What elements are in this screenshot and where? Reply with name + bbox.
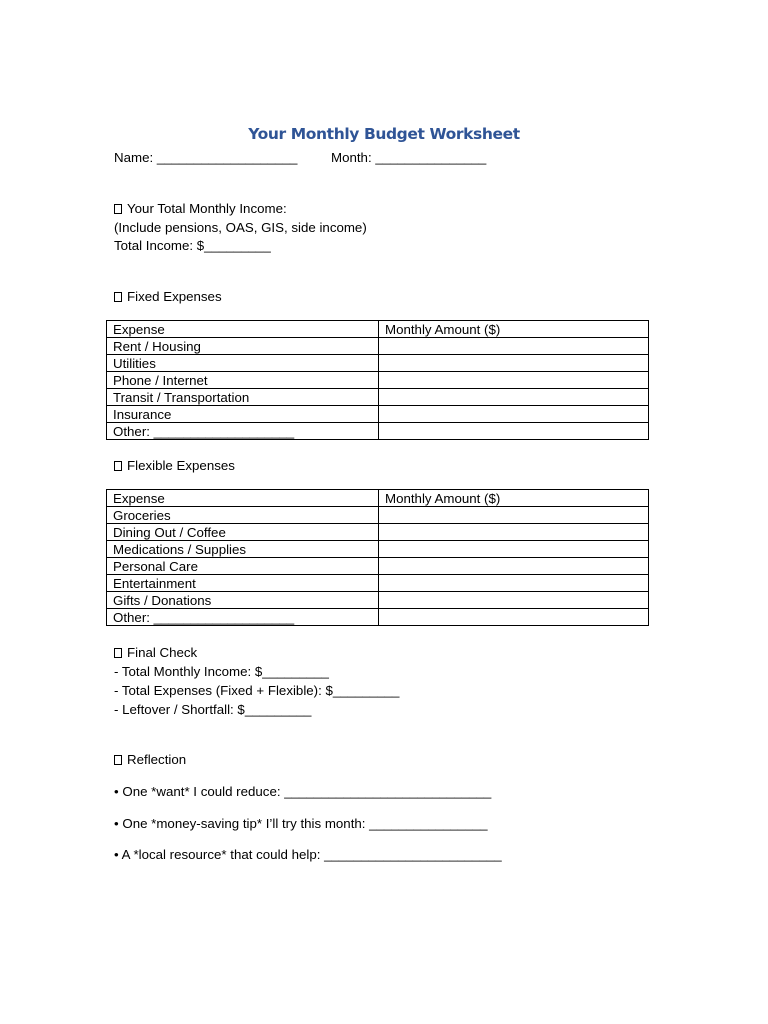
expense-label: Other: ___________________ bbox=[107, 423, 379, 440]
expense-label: Other: ___________________ bbox=[107, 609, 379, 626]
reflection-heading: Reflection bbox=[114, 752, 186, 768]
table-row bbox=[107, 372, 649, 389]
final-check-item: - Leftover / Shortfall: $_________ bbox=[114, 702, 312, 717]
amount-cell bbox=[379, 524, 649, 541]
expense-label: Rent / Housing bbox=[107, 338, 379, 355]
amount-cell bbox=[379, 338, 649, 355]
table-header-row bbox=[107, 321, 649, 338]
reflection-item: • One *money-saving tip* I’ll try this month: ________________ bbox=[114, 816, 488, 831]
amount-cell bbox=[379, 558, 649, 575]
amount-cell bbox=[379, 372, 649, 389]
table-row bbox=[107, 355, 649, 372]
table-row bbox=[107, 592, 649, 609]
flexible-expenses-heading: Flexible Expenses bbox=[114, 458, 235, 474]
column-header-expense: Expense bbox=[107, 321, 379, 338]
amount-cell bbox=[379, 507, 649, 524]
table-row bbox=[107, 609, 649, 626]
table-row bbox=[107, 558, 649, 575]
table-row bbox=[107, 507, 649, 524]
expense-label: Personal Care bbox=[107, 558, 379, 575]
income-total: Total Income: $_________ bbox=[114, 238, 271, 253]
reflection-item: • One *want* I could reduce: ____________________________ bbox=[114, 784, 492, 799]
final-check-item: - Total Expenses (Fixed + Flexible): $_________ bbox=[114, 683, 400, 698]
table-row bbox=[107, 575, 649, 592]
table-row bbox=[107, 423, 649, 440]
amount-cell bbox=[379, 423, 649, 440]
checkbox-icon bbox=[114, 755, 122, 765]
name-field: Name: ___________________ bbox=[114, 150, 298, 165]
amount-cell bbox=[379, 389, 649, 406]
table-row bbox=[107, 541, 649, 558]
table-header-row bbox=[107, 490, 649, 507]
amount-cell bbox=[379, 575, 649, 592]
table-row bbox=[107, 406, 649, 423]
checkbox-icon bbox=[114, 204, 122, 214]
month-field: Month: _______________ bbox=[331, 150, 487, 165]
checkbox-icon bbox=[114, 292, 122, 302]
amount-cell bbox=[379, 541, 649, 558]
table-row bbox=[107, 389, 649, 406]
expense-label: Gifts / Donations bbox=[107, 592, 379, 609]
expense-label: Groceries bbox=[107, 507, 379, 524]
expense-label: Utilities bbox=[107, 355, 379, 372]
income-heading: Your Total Monthly Income: bbox=[114, 201, 287, 217]
expense-label: Phone / Internet bbox=[107, 372, 379, 389]
checkbox-icon bbox=[114, 648, 122, 658]
flexible-expenses-table bbox=[106, 489, 649, 626]
fixed-expenses-heading: Fixed Expenses bbox=[114, 289, 222, 305]
amount-cell bbox=[379, 406, 649, 423]
amount-cell bbox=[379, 355, 649, 372]
checkbox-icon bbox=[114, 461, 122, 471]
amount-cell bbox=[379, 609, 649, 626]
income-note: (Include pensions, OAS, GIS, side income) bbox=[114, 220, 367, 235]
reflection-item: • A *local resource* that could help: ________________________ bbox=[114, 847, 502, 862]
column-header-amount: Monthly Amount ($) bbox=[379, 490, 649, 507]
expense-label: Entertainment bbox=[107, 575, 379, 592]
expense-label: Medications / Supplies bbox=[107, 541, 379, 558]
expense-label: Insurance bbox=[107, 406, 379, 423]
column-header-amount: Monthly Amount ($) bbox=[379, 321, 649, 338]
table-row bbox=[107, 524, 649, 541]
final-check-item: - Total Monthly Income: $_________ bbox=[114, 664, 329, 679]
table-row bbox=[107, 338, 649, 355]
page-title: Your Monthly Budget Worksheet bbox=[248, 125, 520, 143]
fixed-expenses-table bbox=[106, 320, 649, 440]
column-header-expense: Expense bbox=[107, 490, 379, 507]
expense-label: Transit / Transportation bbox=[107, 389, 379, 406]
amount-cell bbox=[379, 592, 649, 609]
expense-label: Dining Out / Coffee bbox=[107, 524, 379, 541]
final-check-heading: Final Check bbox=[114, 645, 197, 661]
